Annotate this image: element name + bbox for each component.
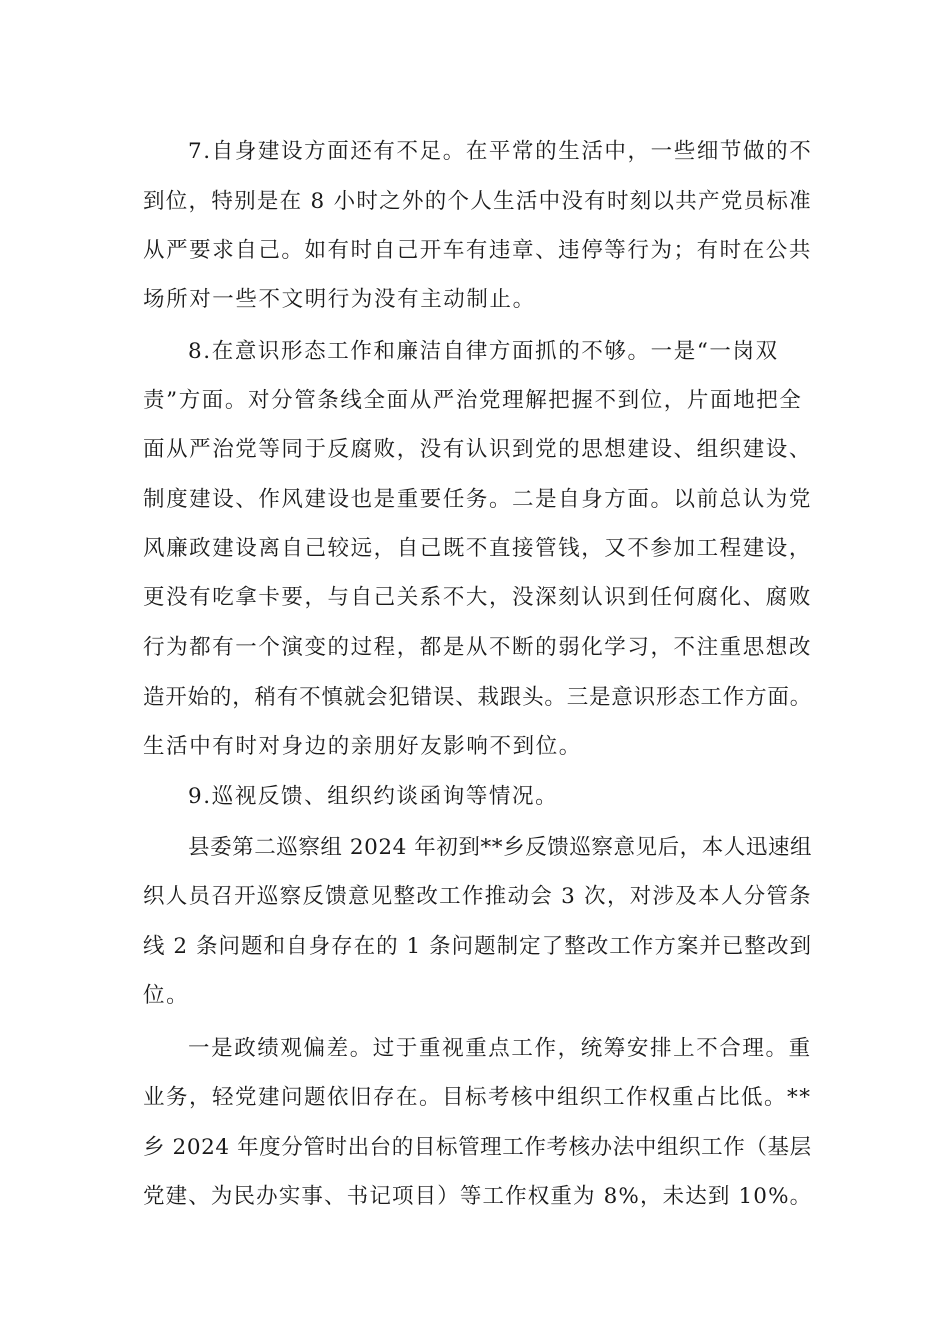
text-line: 乡 2024 年度分管时出台的目标管理工作考核办法中组织工作（基层	[143, 1135, 812, 1160]
text-line: 县委第二巡察组 2024 年初到**乡反馈巡察意见后，本人迅速组	[188, 835, 813, 860]
text-line: 8.在意识形态工作和廉洁自律方面抓的不够。一是“一岗双	[188, 339, 779, 364]
text-line: 面从严治党等同于反腐败，没有认识到党的思想建设、组织建设、	[143, 437, 812, 462]
text-line: 9.巡视反馈、组织约谈函询等情况。	[188, 784, 559, 809]
text-line: 到位，特别是在 8 小时之外的个人生活中没有时刻以共产党员标准	[143, 189, 812, 214]
text-line: 生活中有时对身边的亲朋好友影响不到位。	[143, 734, 582, 759]
text-line: 行为都有一个演变的过程，都是从不断的弱化学习，不注重思想改	[143, 635, 812, 660]
text-line: 责”方面。对分管条线全面从严治党理解把握不到位，片面地把全	[143, 388, 803, 413]
text-line: 场所对一些不文明行为没有主动制止。	[143, 287, 536, 312]
text-line: 更没有吃拿卡要，与自己关系不大，没深刻认识到任何腐化、腐败	[143, 585, 812, 610]
text-line: 制度建设、作风建设也是重要任务。二是自身方面。以前总认为党	[143, 487, 812, 512]
text-line: 党建、为民办实事、书记项目）等工作权重为 8%，未达到 10%。	[143, 1184, 813, 1209]
text-line: 从严要求自己。如有时自己开车有违章、违停等行为；有时在公共	[143, 238, 812, 263]
text-line: 织人员召开巡察反馈意见整改工作推动会 3 次，对涉及本人分管条	[143, 884, 812, 909]
text-line: 风廉政建设离自己较远，自己既不直接管钱，又不参加工程建设，	[143, 536, 812, 561]
text-line: 7.自身建设方面还有不足。在平常的生活中，一些细节做的不	[188, 139, 813, 164]
text-line: 线 2 条问题和自身存在的 1 条问题制定了整改工作方案并已整改到	[143, 934, 812, 959]
text-line: 造开始的，稍有不慎就会犯错误、栽跟头。三是意识形态工作方面。	[143, 685, 813, 710]
text-line: 一是政绩观偏差。过于重视重点工作，统筹安排上不合理。重	[188, 1036, 812, 1061]
text-line: 位。	[143, 983, 190, 1008]
text-line: 业务，轻党建问题依旧存在。目标考核中组织工作权重占比低。**	[143, 1085, 812, 1110]
